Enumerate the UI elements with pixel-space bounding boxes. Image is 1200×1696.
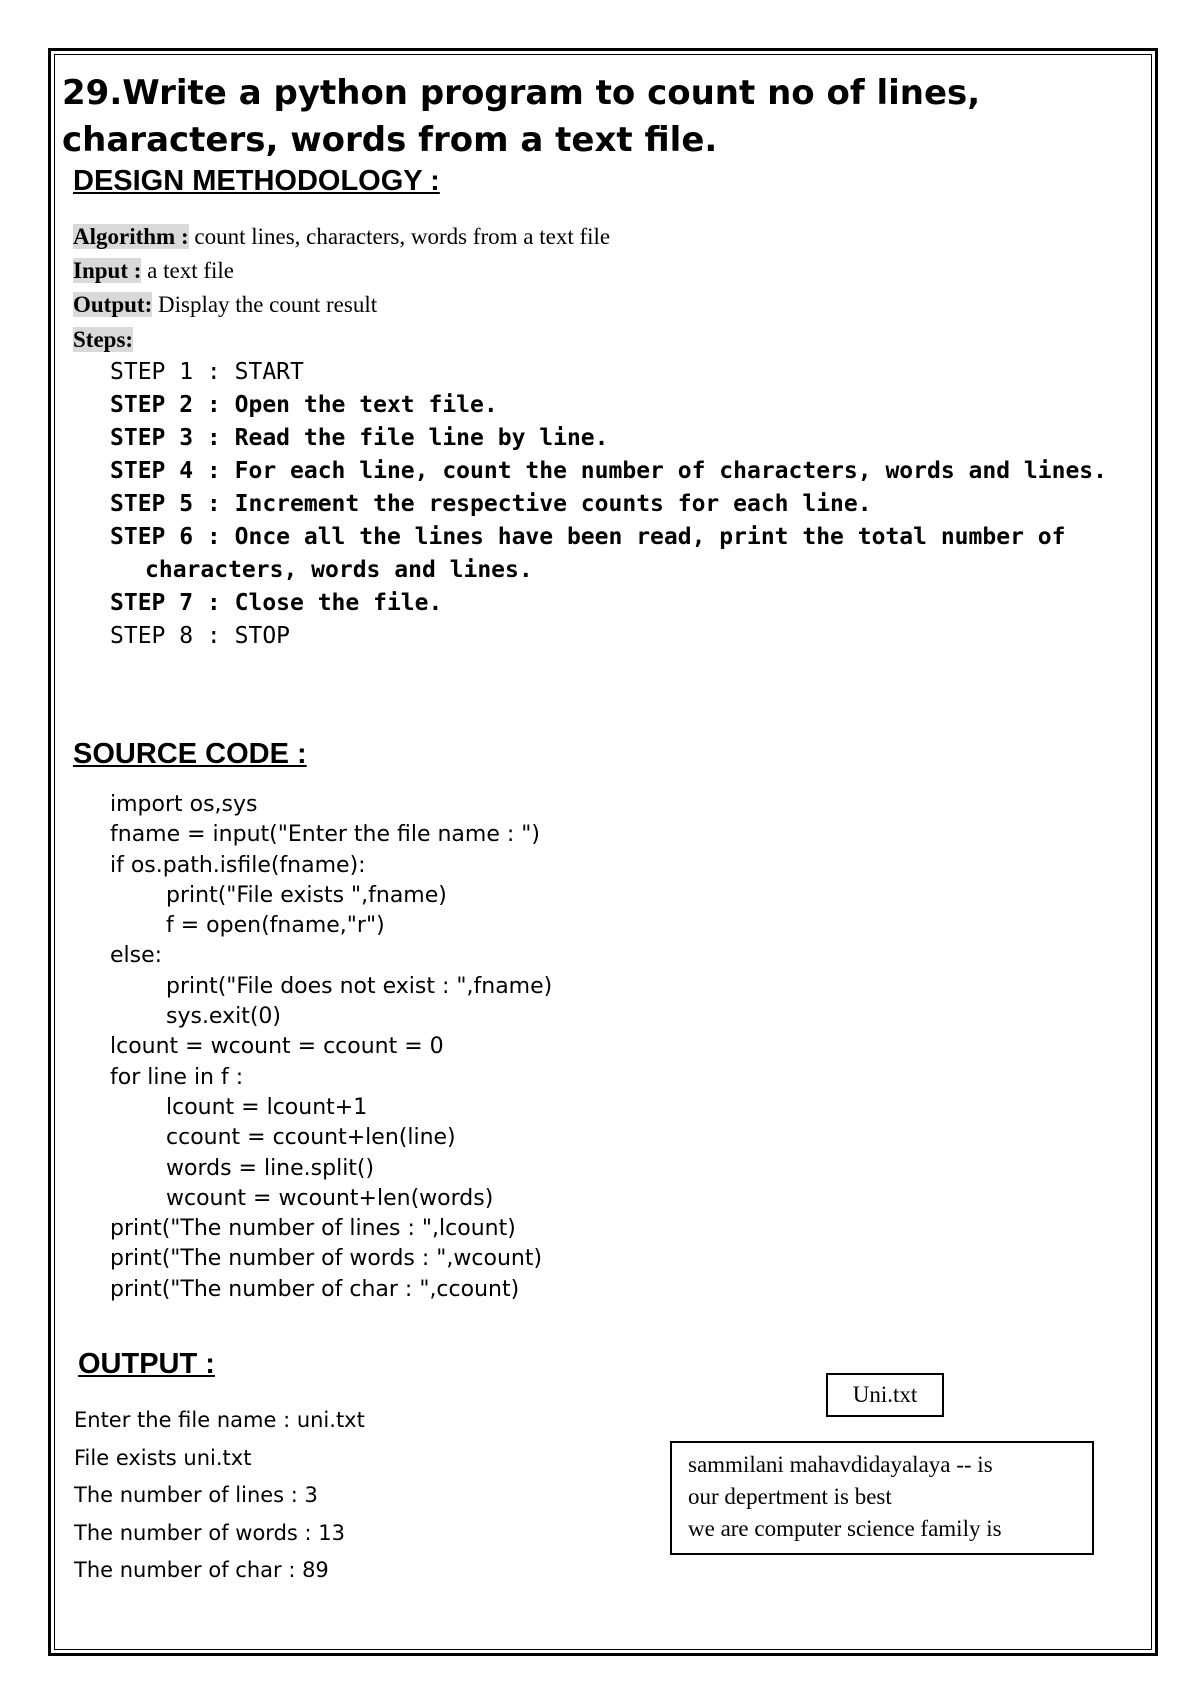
- code-line: else:: [110, 943, 163, 969]
- file-content-line: we are computer science family is: [688, 1516, 1002, 1541]
- code-line: sys.exit(0): [166, 1004, 282, 1030]
- algorithm-text: count lines, characters, words from a text file: [188, 224, 611, 249]
- code-line: fname = input("Enter the file name : "): [110, 822, 540, 848]
- code-line: print("The number of words : ",wcount): [110, 1246, 543, 1272]
- code-line: for line in f :: [110, 1064, 244, 1090]
- output-label: Output:: [73, 292, 153, 317]
- output-line: The number of lines : 3: [74, 1483, 318, 1508]
- design-methodology-heading: DESIGN METHODOLOGY :: [73, 165, 440, 197]
- code-line: f = open(fname,"r"): [166, 913, 385, 939]
- code-line: lcount = wcount = ccount = 0: [110, 1034, 444, 1060]
- output-heading: OUTPUT :: [78, 1348, 215, 1380]
- step-item: STEP 6 : Once all the lines have been read, print the total number of characters, words and lines.: [110, 524, 1066, 583]
- file-contents-box: [670, 1441, 1094, 1555]
- output-line: The number of words : 13: [74, 1520, 345, 1545]
- file-content-line: our depertment is best: [688, 1484, 892, 1509]
- file-content-line: sammilani mahavdidayalaya -- is: [688, 1452, 993, 1477]
- input-text: a text file: [141, 258, 235, 283]
- source-code-heading: SOURCE CODE :: [73, 738, 307, 770]
- steps-list: [110, 356, 1150, 653]
- input-label: Input :: [73, 258, 142, 283]
- input-line: [73, 257, 234, 285]
- step-item: STEP 3 : Read the file line by line.: [110, 425, 609, 451]
- output-block: [74, 1402, 365, 1590]
- algorithm-label: Algorithm :: [73, 224, 189, 249]
- output-line: [73, 291, 377, 319]
- code-line: ccount = ccount+len(line): [166, 1125, 456, 1151]
- code-line: print("The number of lines : ",lcount): [110, 1216, 516, 1242]
- code-line: print("The number of char : ",ccount): [110, 1276, 520, 1302]
- source-code-block: [110, 790, 552, 1305]
- output-text: Display the count result: [152, 292, 378, 317]
- step-item: STEP 4 : For each line, count the number of characters, words and lines.: [110, 458, 1107, 484]
- code-line: wcount = wcount+len(words): [166, 1185, 494, 1211]
- code-line: print("File exists ",fname): [166, 882, 447, 908]
- output-line: Enter the file name : uni.txt: [74, 1408, 365, 1432]
- code-line: if os.path.isfile(fname):: [110, 852, 366, 878]
- code-line: import os,sys: [110, 792, 258, 817]
- page-title: 29.Write a python program to count no of lines, characters, words from a text file.: [62, 73, 981, 160]
- step-item: STEP 2 : Open the text file.: [110, 392, 498, 418]
- code-line: words = line.split(): [166, 1155, 375, 1181]
- code-line: print("File does not exist : ",fname): [166, 973, 553, 999]
- algorithm-line: [73, 223, 610, 251]
- code-line: lcount = lcount+1: [166, 1094, 368, 1120]
- step-item: STEP 1 : START: [110, 359, 304, 385]
- step-item: STEP 5 : Increment the respective counts for each line.: [110, 491, 872, 517]
- steps-label: Steps:: [73, 327, 134, 352]
- output-line: File exists uni.txt: [74, 1445, 252, 1470]
- steps-line: [73, 326, 133, 354]
- step-item: STEP 8 : STOP: [110, 623, 291, 649]
- file-name-label: Uni.txt: [826, 1373, 944, 1417]
- step-item: STEP 7 : Close the file.: [110, 590, 443, 616]
- output-line: The number of char : 89: [74, 1558, 329, 1583]
